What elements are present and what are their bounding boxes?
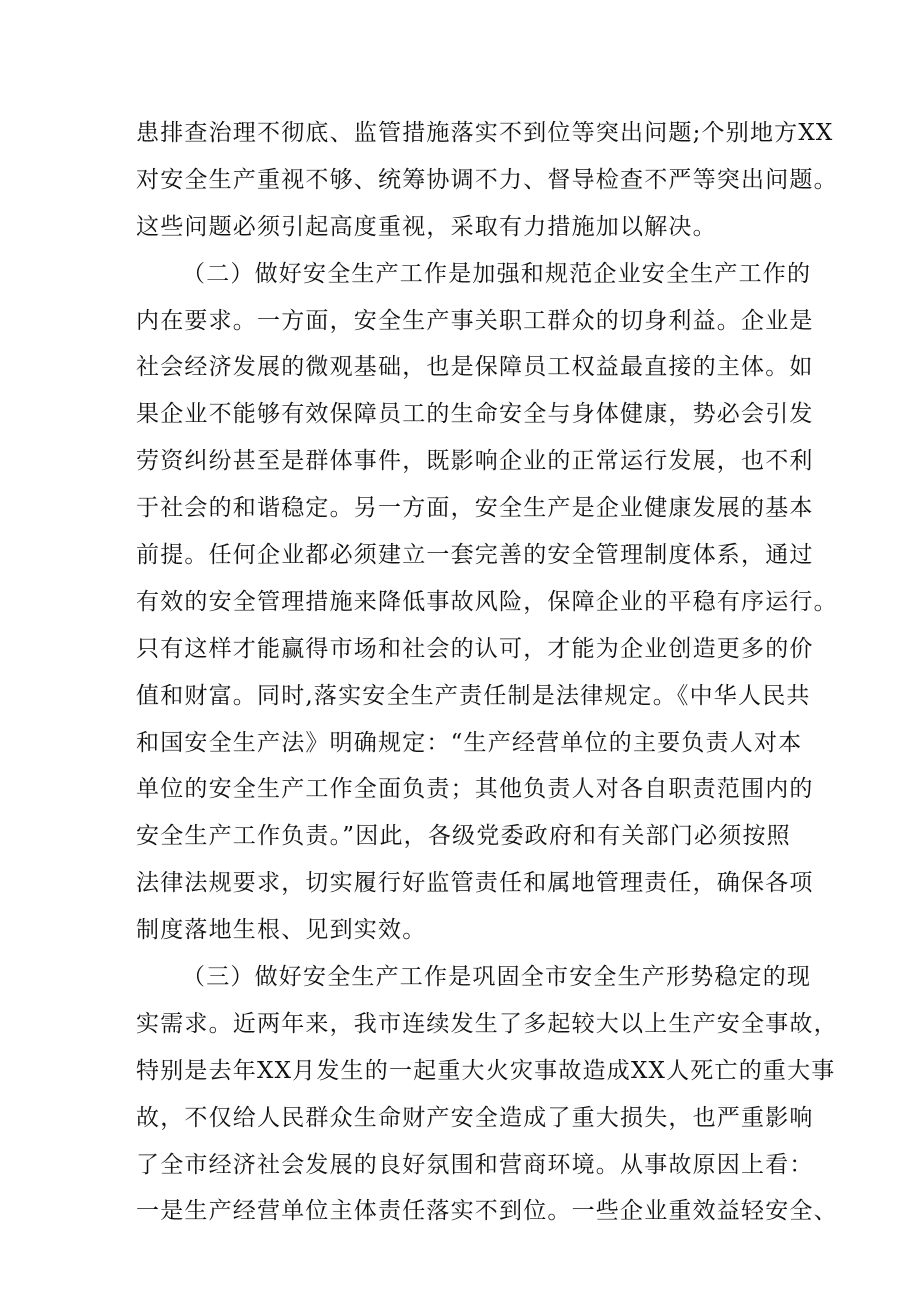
body-text bbox=[136, 110, 838, 1235]
paragraph-heading-line: （二）做好安全生产工作是加强和规范企业安全生产工作的 bbox=[182, 260, 812, 287]
text-line: 值和财富。同时,落实安全生产责任制是法律规定。《中华人民共 bbox=[136, 682, 811, 709]
text-line: 内在要求。一方面，安全生产事关职工群众的切身利益。企业是 bbox=[136, 307, 814, 334]
text-line: 了全市经济社会发展的良好氛围和营商环境。从事故原因上看： bbox=[136, 1151, 814, 1178]
text-line: 故，不仅给人民群众生命财产安全造成了重大损失，也严重影响 bbox=[136, 1104, 814, 1131]
text-line: 法律法规要求，切实履行好监管责任和属地管理责任，确保各项 bbox=[136, 870, 814, 897]
text-line: 对安全生产重视不够、统筹协调不力、督导检查不严等突出问题。 bbox=[136, 166, 838, 193]
paragraph-heading-line: （三）做好安全生产工作是巩固全市安全生产形势稳定的现 bbox=[182, 964, 812, 991]
text-line: 劳资纠纷甚至是群体事件，既影响企业的正常运行发展，也不利 bbox=[136, 448, 814, 475]
text-line: 果企业不能够有效保障员工的生命安全与身体健康，势必会引发 bbox=[136, 401, 814, 428]
text-line: 有效的安全管理措施来降低事故风险，保障企业的平稳有序运行。 bbox=[136, 588, 838, 615]
text-line: 安全生产工作负责。”因此，各级党委政府和有关部门必须按照 bbox=[136, 823, 791, 850]
text-line: 单位的安全生产工作全面负责；其他负责人对各自职责范围内的 bbox=[136, 776, 814, 803]
text-line: 只有这样才能赢得市场和社会的认可，才能为企业创造更多的价 bbox=[136, 635, 814, 662]
text-line: 社会经济发展的微观基础，也是保障员工权益最直接的主体。如 bbox=[136, 354, 814, 381]
text-line: 于社会的和谐稳定。另一方面，安全生产是企业健康发展的基本 bbox=[136, 495, 814, 522]
text-line: 特别是去年XX月发生的一起重大火灾事故造成XX人死亡的重大事 bbox=[136, 1057, 836, 1084]
text-line: 前提。任何企业都必须建立一套完善的安全管理制度体系，通过 bbox=[136, 542, 814, 569]
text-line: 一是生产经营单位主体责任落实不到位。一些企业重效益轻安全、 bbox=[136, 1198, 838, 1225]
text-line: 和国安全生产法》明确规定：“生产经营单位的主要负责人对本 bbox=[136, 729, 803, 756]
text-line: 患排查治理不彻底、监管措施落实不到位等突出问题;个别地方XX bbox=[136, 120, 834, 146]
text-line: 这些问题必须引起高度重视，采取有力措施加以解决。 bbox=[136, 213, 717, 240]
text-line: 制度落地生根、见到实效。 bbox=[136, 917, 427, 944]
text-line: 实需求。近两年来，我市连续发生了多起较大以上生产安全事故， bbox=[136, 1010, 838, 1037]
